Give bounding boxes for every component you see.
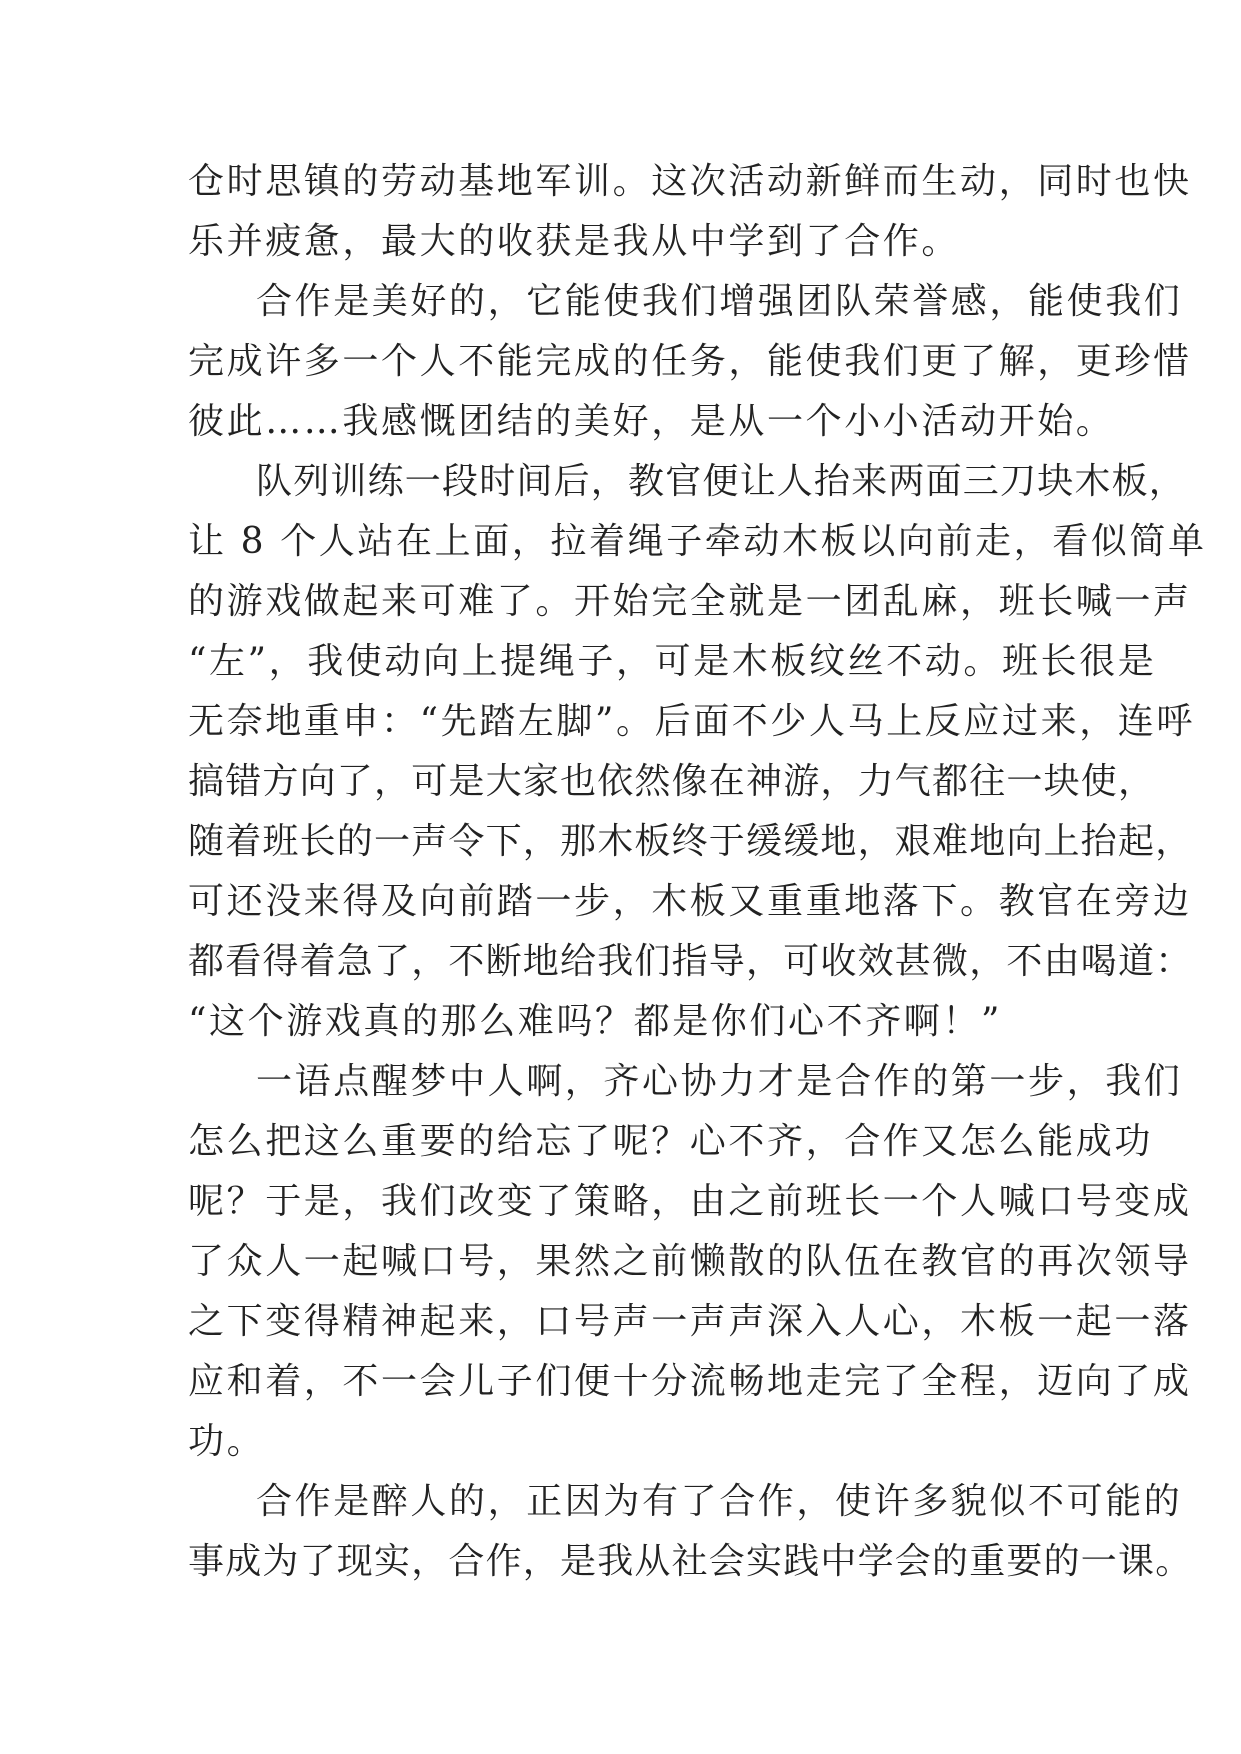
text-line: 无奈地重申：“先踏左脚”。后面不少人马上反应过来，连呼 xyxy=(188,701,1196,742)
text-line: 呢？于是，我们改变了策略，由之前班长一个人喊口号变成 xyxy=(188,1181,1192,1222)
text-line: 事成为了现实，合作，是我从社会实践中学会的重要的一课。 xyxy=(188,1541,1193,1582)
text-line: 可还没来得及向前踏一步，木板又重重地落下。教官在旁边 xyxy=(188,881,1192,922)
text-line: 都看得着急了，不断地给我们指导，可收效甚微，不由喝道： xyxy=(188,941,1193,982)
text-line: 功。 xyxy=(188,1421,266,1462)
text-line: 完成许多一个人不能完成的任务，能使我们更了解，更珍惜 xyxy=(188,341,1192,382)
paragraph-3 xyxy=(188,452,1207,1052)
text-line: 的游戏做起来可难了。开始完全就是一团乱麻，班长喊一声 xyxy=(188,581,1192,622)
text-line: 彼此……我感慨团结的美好，是从一个小小活动开始。 xyxy=(188,401,1115,442)
paragraph-4 xyxy=(188,1052,1192,1472)
text-line: 让 8 个人站在上面，拉着绳子牵动木板以向前走，看似简单 xyxy=(188,521,1207,562)
text-line: 一语点醒梦中人啊，齐心协力才是合作的第一步，我们 xyxy=(256,1061,1183,1102)
paragraph-2 xyxy=(188,272,1192,452)
text-line: 搞错方向了，可是大家也依然像在神游，力气都往一块使， xyxy=(188,761,1156,802)
paragraph-1 xyxy=(188,152,1192,272)
text-line: “这个游戏真的那么难吗？都是你们心不齐啊！” xyxy=(188,1001,1003,1042)
text-line: 仓时思镇的劳动基地军训。这次活动新鲜而生动，同时也快 xyxy=(188,161,1192,202)
text-line: 合作是醉人的，正因为有了合作，使许多貌似不可能的 xyxy=(256,1481,1183,1522)
document-body xyxy=(188,152,1207,1592)
text-line: 乐并疲惫，最大的收获是我从中学到了合作。 xyxy=(188,221,961,262)
text-line: 队列训练一段时间后，教官便让人抬来两面三刀块木板， xyxy=(256,461,1187,502)
text-line: 怎么把这么重要的给忘了呢？心不齐，合作又怎么能成功 xyxy=(188,1121,1154,1162)
paragraph-5 xyxy=(188,1472,1193,1592)
text-line: 了众人一起喊口号，果然之前懒散的队伍在教官的再次领导 xyxy=(188,1241,1192,1282)
text-line: 应和着，不一会儿子们便十分流畅地走完了全程，迈向了成 xyxy=(188,1361,1192,1402)
text-line: 合作是美好的，它能使我们增强团队荣誉感，能使我们 xyxy=(256,281,1183,322)
text-line: 随着班长的一声令下，那木板终于缓缓地，艰难地向上抬起， xyxy=(188,821,1193,862)
text-line: “左”，我使动向上提绳子，可是木板纹丝不动。班长很是 xyxy=(188,641,1157,682)
text-line: 之下变得精神起来，口号声一声声深入人心，木板一起一落 xyxy=(188,1301,1192,1342)
